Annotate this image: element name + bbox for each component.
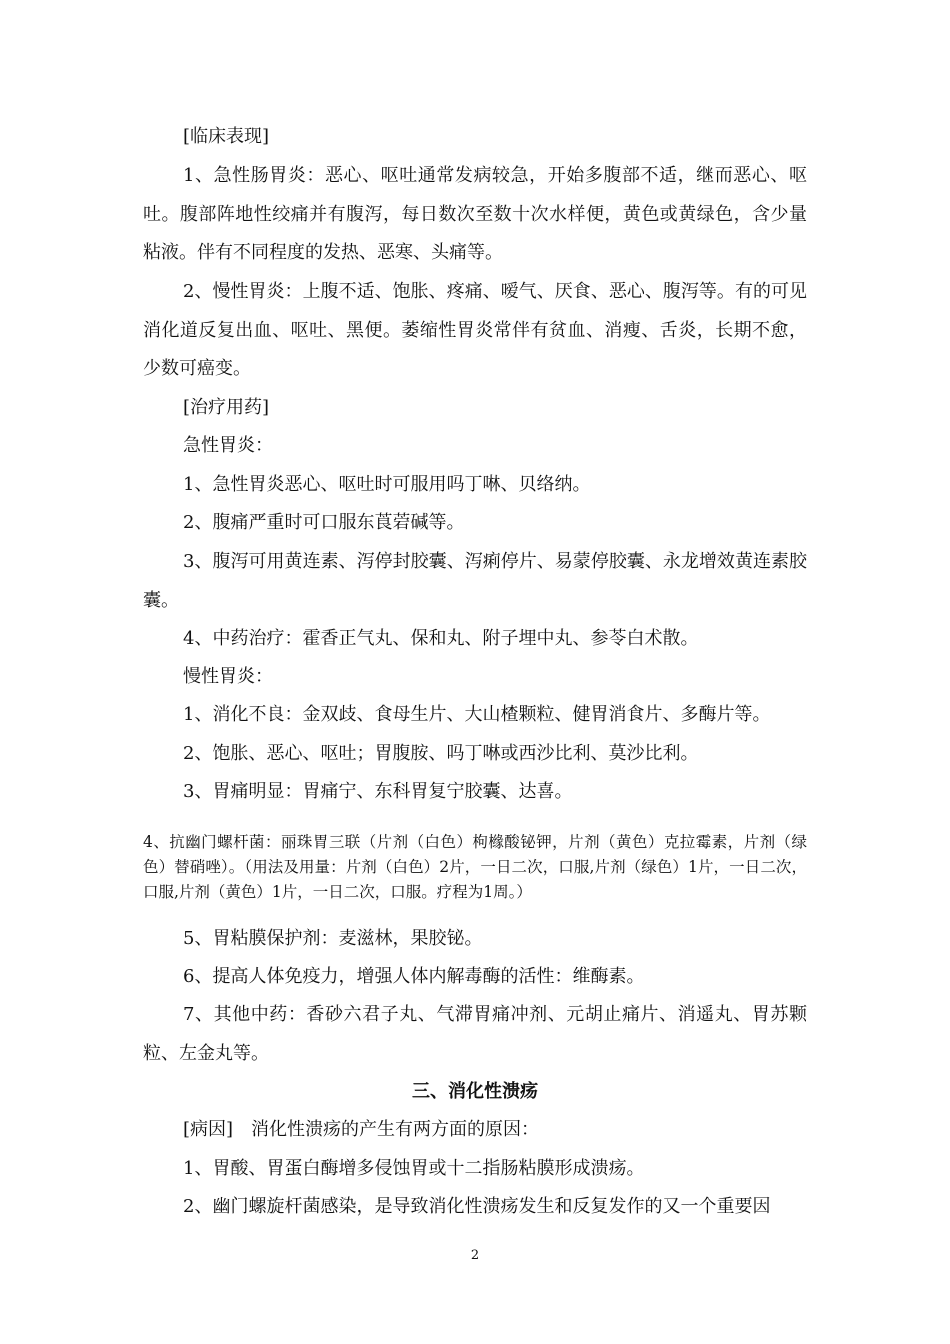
paragraph-etiology: [病因] 消化性溃疡的产生有两方面的原因： <box>183 1119 540 1140</box>
list-item: 1、消化不良：金双歧、食母生片、大山楂颗粒、健胃消食片、多酶片等。 <box>183 704 771 725</box>
section-heading-peptic-ulcer: 三、消化性溃疡 <box>412 1081 538 1102</box>
subheading-acute-gastritis: 急性胃炎： <box>183 435 273 456</box>
paragraph-acute-gastroenteritis: 1、急性肠胃炎：恶心、呕吐通常发病较急，开始多腹部不适，继而恶心、呕吐。腹部阵地性绞痛并有腹泻，每日数次至数十次水样便，黄色或黄绿色，含少量粘液。伴有不同程度的发热、恶寒、头痛等。 <box>143 165 807 263</box>
list-item: 1、急性胃炎恶心、呕吐时可服用吗丁啉、贝络纳。 <box>183 474 591 495</box>
list-item: 2、饱胀、恶心、呕吐；胃腹胺、吗丁啉或西沙比利、莫沙比利。 <box>183 743 699 764</box>
list-item: 5、胃粘膜保护剂：麦滋林，果胶铋。 <box>183 928 483 949</box>
list-item: 2、幽门螺旋杆菌感染，是导致消化性溃疡发生和反复发作的又一个重要因 <box>183 1196 771 1217</box>
list-item: 7、其他中药：香砂六君子丸、气滞胃痛冲剂、元胡止痛片、消遥丸、胃苏颗粒、左金丸等。 <box>143 1004 807 1064</box>
list-item: 4、中药治疗：霍香正气丸、保和丸、附子埋中丸、参苓白术散。 <box>183 628 699 649</box>
list-item: 2、腹痛严重时可口服东莨菪碱等。 <box>183 512 465 533</box>
subheading-chronic-gastritis: 慢性胃炎： <box>183 666 273 687</box>
section-label-clinical: [临床表现] <box>183 126 270 147</box>
list-item-helicobacter: 4、抗幽门螺杆菌：丽珠胃三联（片剂（白色）枸橼酸铋钾，片剂（黄色）克拉霉素，片剂（绿色）替硝唑）。（用法及用量：片剂（白色）2片，一日二次，口服,片剂（绿色）1片，一日二次，口服,片剂（黄色）1片，一日二次，口服。疗程为1周。） <box>143 833 807 901</box>
list-item: 6、提高人体免疫力，增强人体内解毒酶的活性：维酶素。 <box>183 966 645 987</box>
section-label-treatment: [治疗用药] <box>183 397 270 418</box>
page-number: 2 <box>470 1248 480 1263</box>
list-item: 1、胃酸、胃蛋白酶增多侵蚀胃或十二指肠粘膜形成溃疡。 <box>183 1158 645 1179</box>
list-item: 3、胃痛明显：胃痛宁、东科胃复宁胶囊、达喜。 <box>183 781 573 802</box>
paragraph-chronic-gastritis: 2、慢性胃炎：上腹不适、饱胀、疼痛、嗳气、厌食、恶心、腹泻等。有的可见消化道反复出血、呕吐、黑便。萎缩性胃炎常伴有贫血、消瘦、舌炎，长期不愈，少数可癌变。 <box>143 281 807 379</box>
list-item: 3、腹泻可用黄连素、泻停封胶囊、泻痢停片、易蒙停胶囊、永龙增效黄连素胶囊。 <box>143 551 807 611</box>
